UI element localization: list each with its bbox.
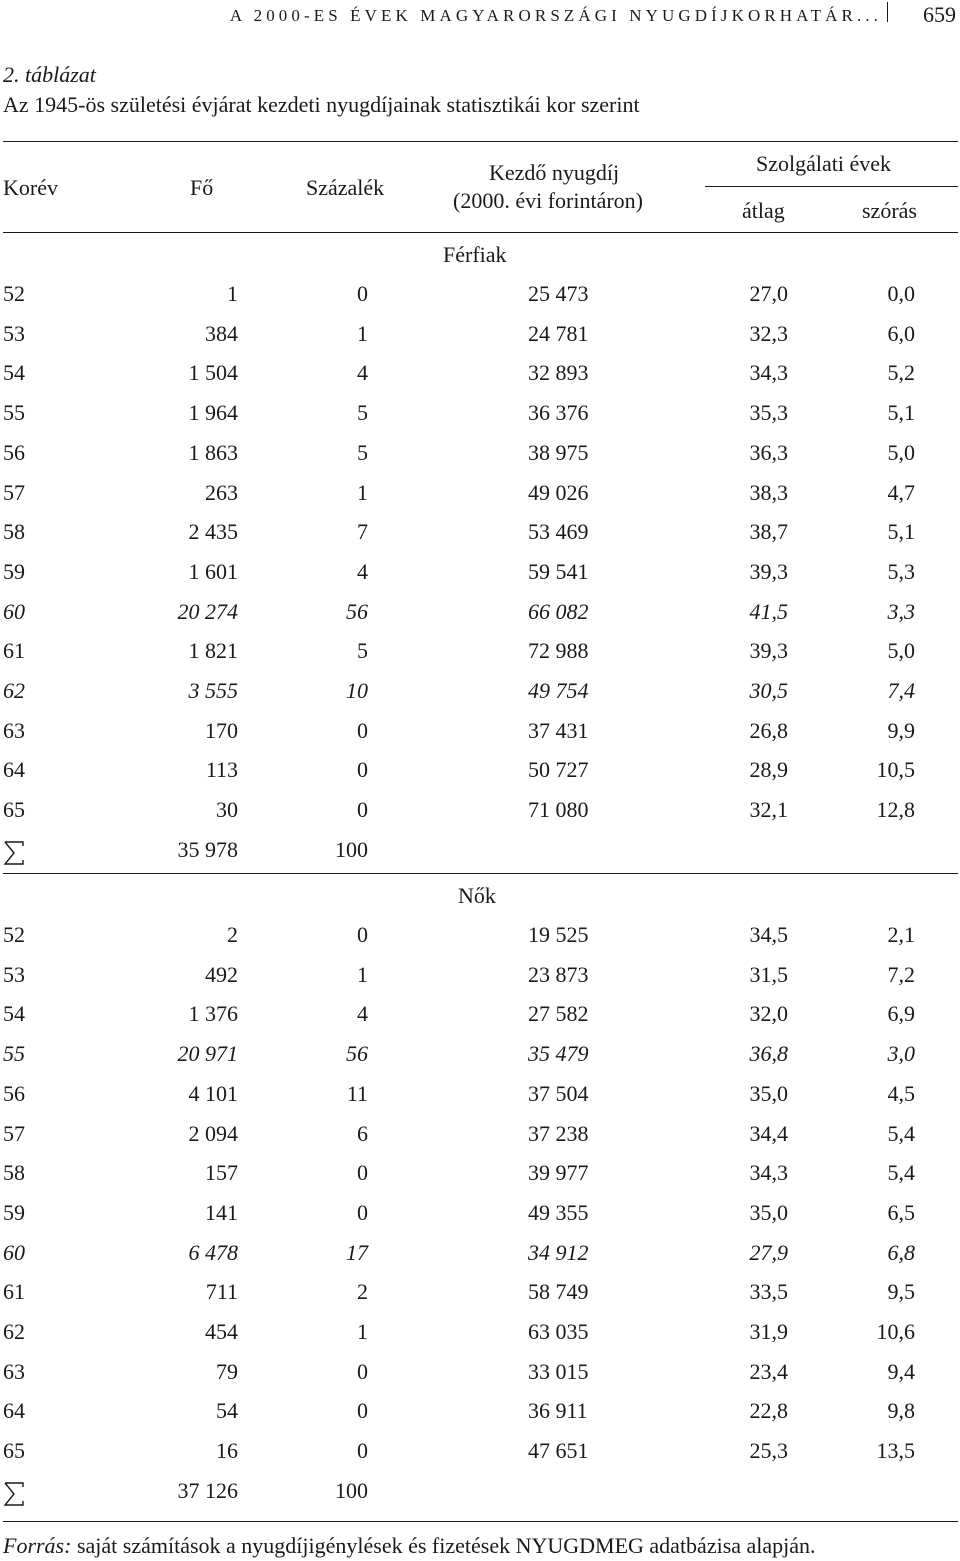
row-fo: 2 (227, 922, 238, 947)
row-atlag: 27,9 (749, 1239, 788, 1265)
row-pct: 1 (357, 1319, 368, 1344)
row-pct: 56 (346, 598, 368, 624)
row-szoras: 12,8 (876, 797, 915, 823)
table-row (0, 1438, 960, 1476)
table-row (0, 922, 960, 960)
row-age: 61 (3, 1279, 25, 1305)
table-row (0, 1240, 960, 1278)
sum-icon (3, 840, 25, 866)
row-age: 59 (3, 1199, 25, 1225)
women-total-pct: 100 (335, 1478, 368, 1503)
row-kezdo-nyugdij: 49 355 (528, 1199, 589, 1225)
row-szoras: 13,5 (876, 1438, 915, 1464)
row-atlag: 30,5 (749, 678, 788, 703)
row-pct: 1 (357, 479, 368, 505)
row-atlag: 22,8 (749, 1398, 788, 1424)
row-atlag: 34,3 (749, 360, 788, 386)
row-pct: 5 (357, 638, 368, 664)
row-age: 64 (3, 1398, 25, 1424)
header-kezdo-line1: Kezdő nyugdíj (489, 160, 620, 185)
source-label: Forrás: (3, 1533, 72, 1558)
row-kezdo-nyugdij: 36 911 (528, 1398, 588, 1424)
row-pct: 0 (357, 281, 368, 306)
row-szoras: 9,4 (887, 1358, 915, 1384)
row-atlag: 38,3 (749, 479, 788, 505)
row-age: 60 (3, 598, 25, 624)
row-fo: 4 101 (188, 1080, 238, 1106)
row-kezdo-nyugdij: 25 473 (528, 281, 589, 306)
row-pct: 4 (357, 1001, 368, 1027)
row-fo: 263 (205, 479, 238, 505)
row-kezdo-nyugdij: 58 749 (528, 1279, 589, 1305)
table-row (0, 1081, 960, 1119)
row-szoras: 9,9 (887, 717, 915, 743)
row-kezdo-nyugdij: 33 015 (528, 1358, 589, 1384)
row-atlag: 36,3 (749, 439, 788, 465)
table-row (0, 599, 960, 637)
row-kezdo-nyugdij: 63 035 (528, 1319, 589, 1344)
row-kezdo-nyugdij: 49 026 (528, 479, 589, 505)
header-szazalek: Százalék (306, 175, 385, 200)
row-atlag: 41,5 (749, 598, 788, 624)
table-row (0, 400, 960, 438)
row-szoras: 9,8 (887, 1398, 915, 1424)
row-kezdo-nyugdij: 47 651 (528, 1438, 589, 1464)
row-fo: 384 (205, 320, 238, 346)
row-fo: 170 (205, 717, 238, 743)
row-age: 59 (3, 558, 25, 584)
table-row (0, 281, 960, 319)
row-kezdo-nyugdij: 66 082 (528, 598, 589, 624)
header-bottom-rule (3, 232, 958, 233)
row-szoras: 6,0 (887, 320, 915, 346)
table-row (0, 480, 960, 518)
row-atlag: 36,8 (749, 1041, 788, 1067)
section-divider-rule (3, 873, 958, 874)
table-caption: Az 1945-ös születési évjárat kezdeti nyugdíjainak statisztikái kor szerint (3, 92, 640, 117)
row-fo: 79 (216, 1358, 238, 1384)
row-szoras: 5,0 (887, 439, 915, 465)
row-pct: 0 (357, 1358, 368, 1384)
row-szoras: 10,5 (876, 757, 915, 783)
row-pct: 11 (346, 1080, 368, 1106)
header-korev: Korév (3, 175, 58, 200)
row-age: 63 (3, 1358, 25, 1384)
table-row (0, 718, 960, 756)
row-age: 62 (3, 678, 25, 703)
men-total-row (0, 837, 960, 875)
table-row (0, 440, 960, 478)
row-kezdo-nyugdij: 53 469 (528, 519, 589, 545)
row-atlag: 32,0 (749, 1001, 788, 1027)
row-fo: 20 274 (177, 598, 238, 624)
row-age: 57 (3, 1120, 25, 1146)
row-kezdo-nyugdij: 27 582 (528, 1001, 589, 1027)
row-pct: 17 (346, 1239, 368, 1265)
row-kezdo-nyugdij: 34 912 (528, 1239, 589, 1265)
table-row (0, 321, 960, 359)
row-atlag: 39,3 (749, 558, 788, 584)
row-fo: 6 478 (188, 1239, 238, 1265)
row-age: 53 (3, 320, 25, 346)
row-pct: 0 (357, 1438, 368, 1464)
row-fo: 1 821 (188, 638, 238, 664)
row-fo: 454 (205, 1319, 238, 1344)
row-fo: 711 (205, 1279, 238, 1305)
row-szoras: 5,3 (887, 558, 915, 584)
table-row (0, 962, 960, 1000)
table-row (0, 1160, 960, 1198)
table-row (0, 1200, 960, 1238)
row-age: 64 (3, 757, 25, 783)
row-age: 56 (3, 439, 25, 465)
row-age: 63 (3, 717, 25, 743)
page-number: 659 (923, 2, 956, 27)
header-szolgalati: Szolgálati évek (756, 151, 892, 176)
row-kezdo-nyugdij: 38 975 (528, 439, 589, 465)
header-kezdo-line2: (2000. évi forintáron) (453, 188, 643, 213)
row-fo: 157 (205, 1160, 238, 1186)
row-szoras: 6,5 (887, 1199, 915, 1225)
row-kezdo-nyugdij: 72 988 (528, 638, 589, 664)
row-szoras: 7,4 (887, 678, 915, 703)
section-title-women: Nők (458, 883, 496, 908)
row-age: 58 (3, 519, 25, 545)
row-kezdo-nyugdij: 37 504 (528, 1080, 589, 1106)
row-pct: 1 (357, 320, 368, 346)
table-row (0, 757, 960, 795)
row-kezdo-nyugdij: 39 977 (528, 1160, 589, 1186)
table-top-rule (3, 141, 958, 142)
table-row (0, 1121, 960, 1159)
row-atlag: 23,4 (749, 1358, 788, 1384)
row-fo: 1 504 (188, 360, 238, 386)
row-atlag: 28,9 (749, 757, 788, 783)
row-pct: 0 (357, 717, 368, 743)
row-szoras: 4,5 (887, 1080, 915, 1106)
row-szoras: 5,1 (887, 519, 915, 545)
row-fo: 1 (227, 281, 238, 306)
row-pct: 0 (357, 1160, 368, 1186)
row-pct: 5 (357, 400, 368, 426)
row-fo: 54 (216, 1398, 238, 1424)
row-pct: 2 (357, 1279, 368, 1305)
row-pct: 0 (357, 922, 368, 947)
row-szoras: 10,6 (876, 1319, 915, 1344)
row-fo: 1 964 (188, 400, 238, 426)
row-age: 52 (3, 281, 25, 306)
row-atlag: 32,1 (749, 797, 788, 823)
row-age: 56 (3, 1080, 25, 1106)
row-age: 55 (3, 400, 25, 426)
row-age: 57 (3, 479, 25, 505)
row-age: 52 (3, 922, 25, 947)
row-age: 62 (3, 1319, 25, 1344)
table-row (0, 1001, 960, 1039)
row-atlag: 35,0 (749, 1080, 788, 1106)
row-pct: 5 (357, 439, 368, 465)
row-szoras: 3,0 (887, 1041, 915, 1067)
row-fo: 2 094 (188, 1120, 238, 1146)
row-szoras: 0,0 (887, 281, 915, 306)
row-kezdo-nyugdij: 32 893 (528, 360, 589, 386)
row-szoras: 5,0 (887, 638, 915, 664)
table-bottom-rule (3, 1521, 958, 1522)
row-pct: 10 (346, 678, 368, 703)
row-szoras: 3,3 (887, 598, 915, 624)
row-atlag: 35,3 (749, 400, 788, 426)
row-pct: 0 (357, 757, 368, 783)
row-szoras: 5,4 (887, 1120, 915, 1146)
row-age: 54 (3, 360, 25, 386)
row-szoras: 7,2 (887, 961, 915, 987)
row-fo: 16 (216, 1438, 238, 1464)
row-kezdo-nyugdij: 37 431 (528, 717, 589, 743)
row-szoras: 4,7 (887, 479, 915, 505)
row-pct: 0 (357, 1398, 368, 1424)
section-title-men: Férfiak (443, 242, 507, 267)
row-atlag: 33,5 (749, 1279, 788, 1305)
row-kezdo-nyugdij: 71 080 (528, 797, 589, 823)
table-row (0, 559, 960, 597)
sum-icon (3, 1481, 25, 1507)
row-fo: 492 (205, 961, 238, 987)
row-atlag: 31,5 (749, 961, 788, 987)
row-atlag: 32,3 (749, 320, 788, 346)
table-label: 2. táblázat (3, 62, 96, 87)
row-fo: 1 601 (188, 558, 238, 584)
row-atlag: 26,8 (749, 717, 788, 743)
row-fo: 1 863 (188, 439, 238, 465)
table-row (0, 797, 960, 835)
women-total-row (0, 1478, 960, 1516)
women-total-fo: 37 126 (177, 1478, 238, 1503)
row-fo: 1 376 (188, 1001, 238, 1027)
running-head-divider (887, 2, 888, 22)
row-age: 58 (3, 1160, 25, 1186)
table-row (0, 1041, 960, 1079)
row-fo: 20 971 (177, 1041, 238, 1067)
row-atlag: 35,0 (749, 1199, 788, 1225)
row-pct: 4 (357, 360, 368, 386)
row-kezdo-nyugdij: 37 238 (528, 1120, 589, 1146)
table-row (0, 638, 960, 676)
table-row (0, 1319, 960, 1357)
row-age: 60 (3, 1239, 25, 1265)
row-age: 55 (3, 1041, 25, 1067)
row-atlag: 31,9 (749, 1319, 788, 1344)
row-kezdo-nyugdij: 59 541 (528, 558, 589, 584)
table-row (0, 1359, 960, 1397)
row-fo: 141 (205, 1199, 238, 1225)
header-sub-rule (705, 186, 958, 187)
row-kezdo-nyugdij: 49 754 (528, 678, 589, 703)
header-szoras: szórás (862, 198, 917, 223)
row-pct: 56 (346, 1041, 368, 1067)
table-row (0, 1398, 960, 1436)
row-fo: 3 555 (188, 678, 238, 703)
row-kezdo-nyugdij: 19 525 (528, 922, 589, 947)
row-age: 54 (3, 1001, 25, 1027)
row-kezdo-nyugdij: 24 781 (528, 320, 589, 346)
row-kezdo-nyugdij: 35 479 (528, 1041, 589, 1067)
header-atlag: átlag (742, 198, 785, 223)
table-row (0, 678, 960, 716)
row-szoras: 9,5 (887, 1279, 915, 1305)
table-row (0, 360, 960, 398)
row-atlag: 34,3 (749, 1160, 788, 1186)
row-age: 53 (3, 961, 25, 987)
row-pct: 1 (357, 961, 368, 987)
row-pct: 6 (357, 1120, 368, 1146)
running-head-title: A 2000-ES ÉVEK MAGYARORSZÁGI NYUGDÍJKORHATÁR... (229, 6, 882, 25)
header-fo: Fő (190, 175, 214, 200)
row-pct: 4 (357, 558, 368, 584)
row-szoras: 5,1 (887, 400, 915, 426)
row-szoras: 2,1 (887, 922, 915, 947)
row-atlag: 25,3 (749, 1438, 788, 1464)
source-note (3, 1533, 816, 1559)
table-row (0, 1279, 960, 1317)
running-head (0, 0, 960, 36)
row-atlag: 39,3 (749, 638, 788, 664)
row-fo: 2 435 (188, 519, 238, 545)
table-row (0, 519, 960, 557)
row-atlag: 34,4 (749, 1120, 788, 1146)
row-szoras: 6,8 (887, 1239, 915, 1265)
row-kezdo-nyugdij: 50 727 (528, 757, 589, 783)
row-fo: 30 (216, 797, 238, 823)
row-kezdo-nyugdij: 36 376 (528, 400, 589, 426)
row-pct: 0 (357, 1199, 368, 1225)
row-age: 61 (3, 638, 25, 664)
row-szoras: 5,4 (887, 1160, 915, 1186)
row-szoras: 5,2 (887, 360, 915, 386)
row-atlag: 38,7 (749, 519, 788, 545)
row-age: 65 (3, 1438, 25, 1464)
row-pct: 7 (357, 519, 368, 545)
source-text: saját számítások a nyugdíjigénylések és fizetések NYUGDMEG adatbázisa alapján. (71, 1533, 816, 1558)
row-pct: 0 (357, 797, 368, 823)
row-atlag: 34,5 (749, 922, 788, 947)
row-fo: 113 (205, 757, 238, 783)
row-atlag: 27,0 (749, 281, 788, 306)
row-kezdo-nyugdij: 23 873 (528, 961, 589, 987)
men-total-fo: 35 978 (177, 837, 238, 862)
men-total-pct: 100 (335, 837, 368, 862)
row-age: 65 (3, 797, 25, 823)
row-szoras: 6,9 (887, 1001, 915, 1027)
